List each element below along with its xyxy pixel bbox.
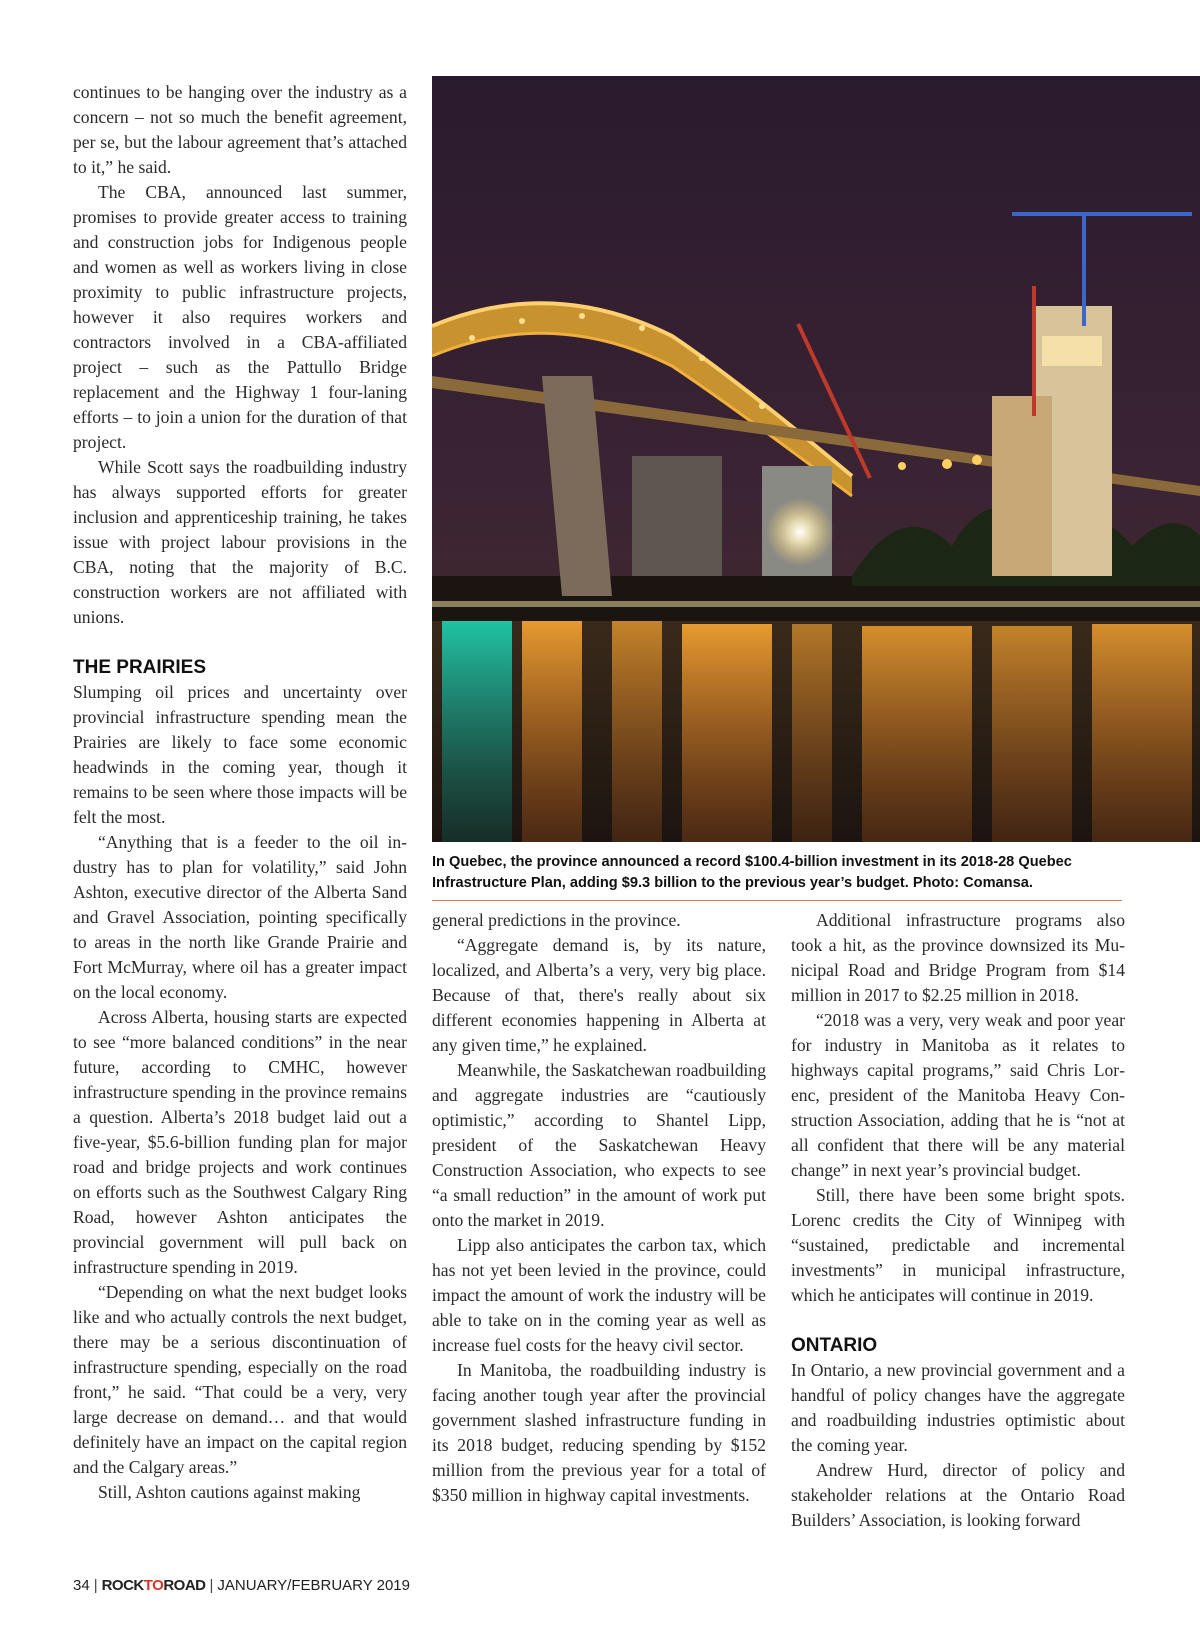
paragraph: “Anything that is a feeder to the oil industry has to plan for volatility,” said John Ashton, executive director of the Alberta Sand and Gravel Association, pointing specifically to areas in the north like Grande Prairie and Fort McMurray, where oil has a greater impact on the local economy.	[73, 832, 407, 1002]
article-column-left	[73, 80, 407, 1505]
paragraph: The CBA, announced last summer, promises to provide greater access to training and construction jobs for Indigenous people and women as well as workers living in close proximity to public infrastructure projects, however it also requires workers and contractors involved in a CBA-affiliated project – such as the Pattullo Bridge replacement and the Highway 1 four-laning efforts – to join a union for the duration of that project.	[73, 182, 407, 452]
page-number: 34	[73, 1577, 90, 1594]
issue-date: JANUARY/FEBRUARY 2019	[217, 1577, 410, 1594]
article-column-right	[791, 908, 1125, 1533]
section-heading-prairies: THE PRAIRIES	[73, 657, 207, 678]
section-heading-ontario: ONTARIO	[791, 1335, 878, 1356]
paragraph: Additional infrastructure programs also took a hit, as the province downsized its Municipal Road and Bridge Program from $14 million in 2017 to $2.25 million in 2018.	[791, 910, 1125, 1005]
paragraph: Still, there have been some bright spots. Lorenc credits the City of Winnipeg with “sustained, predictable and incremental investments” in municipal infrastructure, which he anticipates will continue in 2019.	[791, 1185, 1125, 1305]
photo-caption: In Quebec, the province announced a record $100.4-billion investment in its 2018-28 Quebec Infrastructure Plan, adding $9.3 billion to the previous year’s budget. Photo: Comansa.	[432, 852, 1122, 901]
paragraph: “2018 was a very, very weak and poor year for industry in Manitoba as it relates to highways capital programs,” said Chris Lorenc, president of the Manitoba Heavy Construction Association, adding that he is “not at all confident that there will be any material change” in next year’s provincial budget.	[791, 1010, 1125, 1180]
paragraph: Meanwhile, the Saskatchewan roadbuilding and aggregate industries are “cautiously optimistic,” according to Shantel Lipp, president of the Saskatchewan Heavy Construction Association, who expects to see “a small reduction” in the amount of work put onto the market in 2019.	[432, 1060, 766, 1230]
paragraph: general predictions in the province.	[432, 910, 681, 930]
magazine-logo: ROCKTOROAD	[101, 1577, 206, 1594]
page-footer: 34 | ROCKTOROAD | JANUARY/FEBRUARY 2019	[73, 1577, 410, 1594]
paragraph: In Ontario, a new provincial government and a handful of policy changes have the aggregate and roadbuilding industries optimistic about the coming year.	[791, 1360, 1125, 1455]
bridge-night-photo	[432, 76, 1200, 842]
article-column-middle	[432, 908, 766, 1508]
paragraph: Andrew Hurd, director of policy and stakeholder relations at the Ontario Road Builders’ Association, is looking forward	[791, 1460, 1125, 1530]
paragraph: Lipp also anticipates the carbon tax, which has not yet been levied in the province, could impact the amount of work the industry will be able to take on in the coming year as well as increase fuel costs for the heavy civil sector.	[432, 1235, 766, 1355]
paragraph: Across Alberta, housing starts are expected to see “more balanced conditions” in the near future, according to CMHC, however infrastructure spending in the province remains a question. Alberta’s 2018 budget laid out a five-year, $5.6-billion funding plan for major road and bridge projects and work continues on efforts such as the Southwest Calgary Ring Road, however Ashton anticipates the provincial government will pull back on infrastructure spending in 2019.	[73, 1007, 407, 1277]
paragraph: Slumping oil prices and uncertainty over provincial infrastructure spending mean the Prairies are likely to face some economic headwinds in the coming year, though it remains to be seen where those impacts will be felt the most.	[73, 682, 407, 827]
paragraph: “Aggregate demand is, by its nature, localized, and Alberta’s a very, very big place. Because of that, there's really about six different economies happening in Alberta at any given time,” he explained.	[432, 935, 766, 1055]
paragraph: Still, Ashton cautions against making	[98, 1482, 361, 1502]
paragraph: “Depending on what the next budget looks like and who actually controls the next budget, there may be a serious discontinuation of infrastructure spending, especially on the road front,” he said. “That could be a very, very large decrease on demand… and that would definitely have an impact on the capital region and the Calgary areas.”	[73, 1282, 407, 1477]
paragraph: continues to be hanging over the industry as a concern – not so much the benefit agreement, per se, but the labour agreement that’s attached to it,” he said.	[73, 82, 407, 177]
paragraph: While Scott says the roadbuilding industry has always supported efforts for greater inclusion and apprenticeship training, he takes issue with project labour provisions in the CBA, noting that the majority of B.C. construction workers are not affiliated with unions.	[73, 457, 407, 627]
paragraph: In Manitoba, the roadbuilding industry is facing another tough year after the provincial government slashed infrastructure funding in its 2018 budget, reducing spending by $152 million from the previous year for a total of $350 million in highway capital investments.	[432, 1360, 766, 1505]
